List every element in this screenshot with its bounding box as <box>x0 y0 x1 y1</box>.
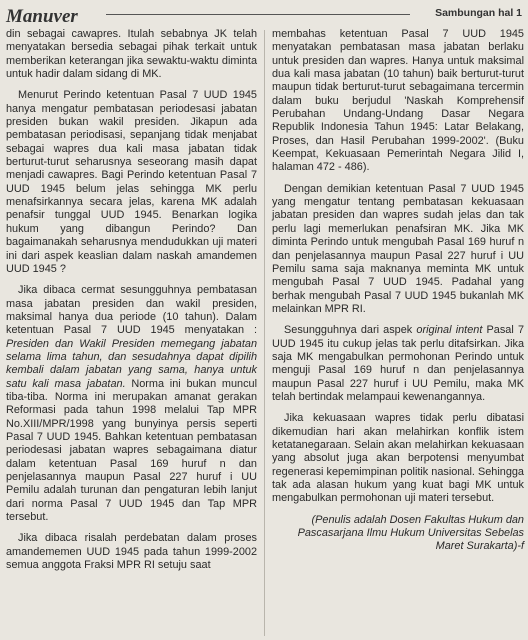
section-title: Manuver <box>6 6 78 27</box>
left-column <box>6 28 257 572</box>
left-paragraph-3-lead: Jika dibaca cermat sesungguhnya pembatasan masa jabatan presiden dan wakil presiden, maksimal hanya dua periode (10 tahun). Dalam ketentuan Pasal 7 UUD 1945 menyatakan : <box>6 284 257 337</box>
right-paragraph-4: Jika kekuasaan wapres tidak perlu dibatasi dikemudian hari akan melahirkan konflik istem ketatanegaraan. Selain akan melahirkan kekuasaan yang absolut juga akan berpotensi menyumbat regenerasi kepemimpinan politik nasional. Sehingga tak ada alasan hukum yang kuat bagi MK untuk mengabulkan permohonan uji materi tersebut. <box>272 412 524 505</box>
left-paragraph-4: Jika dibaca risalah perdebatan dalam proses amandememen UUD 1945 pada tahun 1999-2002 semua anggota Fraksi MPR RI setuju saat <box>6 532 257 572</box>
left-paragraph-1: din sebagai cawapres. Itulah sebabnya JK telah menyatakan bersedia sebagai pihak terkait untuk memberikan keterangan jika sewaktu-waktu diminta untuk hadir dalam sidang di MK. <box>6 28 257 81</box>
left-paragraph-3-tail: Norma ini bukan muncul tiba-tiba. Norma ini merupakan amanat gerakan Reformasi pada tahun 1998 melalui Tap MPR No.XIII/MPR/1998 yang bunyinya persis seperti Pasal 7 UUD 1945. Bahkan ketentuan pembatasan periodesasi jabatan wapres sebagaimana diatur dalam ketentuan Pasal 169 huruf n dan penjelasannya maupun Pasal 227 huruf i UU Pemilu adalah turunan dan pengaturan lebih lanjut dari norma Pasal 7 UUD 1945 dan Tap MPR tersebut. <box>6 377 257 524</box>
right-paragraph-1: membahas ketentuan Pasal 7 UUD 1945 menyatakan pembatasan masa jabatan berlaku untuk presiden dan wapres. Hanya untuk maksimal dua kali masa jabatan (10 tahun) baik berturut-turut maupun tidak berturut-turut sebagaimana tercermin dalam buku berjudul 'Naskah Komprehensif Perubahan Undang-Undang Dasar Negara Republik Indonesia Tahun 1945: Latar Belakang, Proses, dan Hasil Perubahan 1999-2002'. (Buku Keempat, Kekuasaan Pemerintah Negara Jilid I, halaman 472 - 486). <box>272 28 524 174</box>
right-column <box>272 28 524 554</box>
header-rule <box>106 14 410 15</box>
right-paragraph-3 <box>272 324 524 404</box>
continued-label: Sambungan hal 1 <box>435 7 522 19</box>
column-divider <box>264 30 265 636</box>
right-paragraph-3-lead: Sesungguhnya dari aspek <box>284 324 417 337</box>
right-paragraph-2: Dengan demikian ketentuan Pasal 7 UUD 1945 yang mengatur tentang pembatasan kekuasaan jabatan presiden dan wapres sudah jelas dan tak perlu lagi memerlukan penafsiran MK. Jika MK diminta Perindo untuk mengubah Pasal 169 huruf n dan penjelasannya maupun Pasal 227 huruf i UU Pemilu sama saja maknanya meminta MK untuk mengubah Pasal 7 UUD 1945. Padahal yang berhak mengubah Pasal 7 UUD 1945 bukanlah MK melainkan MPR RI. <box>272 182 524 315</box>
original-intent-phrase: original intent <box>416 324 483 337</box>
left-paragraph-3 <box>6 284 257 524</box>
author-note: (Penulis adalah Dosen Fakultas Hukum dan Pascasarjana Ilmu Hukum Universitas Sebelas Maret Surakarta)-f <box>297 513 524 553</box>
right-paragraph-3-tail: Pasal 7 UUD 1945 itu cukup jelas tak perlu ditafsirkan. Jika saja MK mengabulkan permohonan Perindo untuk menguji Pasal 169 huruf n dan penjelasannya maupun Pasal 227 huruf i UU Pemilu, maka MK telah bertindak melampaui kewenangannya. <box>272 324 525 403</box>
left-paragraph-2: Menurut Perindo ketentuan Pasal 7 UUD 1945 hanya mengatur pembatasan periodesasi jabatan presiden bukan wakil presiden. Jikapun ada pembatasan periodisasi, sepanjang tidak menjabat sebagai wapres dua kali masa jabatan tidak berturut-turut seharusnya seseorang masih dapat menjadi cawapres. Bagi Perindo ketentuan Pasal 7 UUD 1945 belum jelas sehingga MK perlu menafsirkannya secara jelas, karena MK adalah penafsir tunggal UUD 1945. Benarkan logika hukum yang dibangun Perindo? Dan bagaimanakah seharusnya mendudukkan uji materi ini dari aspek keaslian dalam naskah amandemen UUD 1945 ? <box>6 89 257 275</box>
column-header <box>0 0 528 30</box>
article-7-quote: Presiden dan Wakil Presiden memegang jabatan selama lima tahun, dan sesudahnya dapat dipilih kembali dalam jabatan yang sama, hanya untuk satu kali masa jabatan. <box>6 337 257 390</box>
